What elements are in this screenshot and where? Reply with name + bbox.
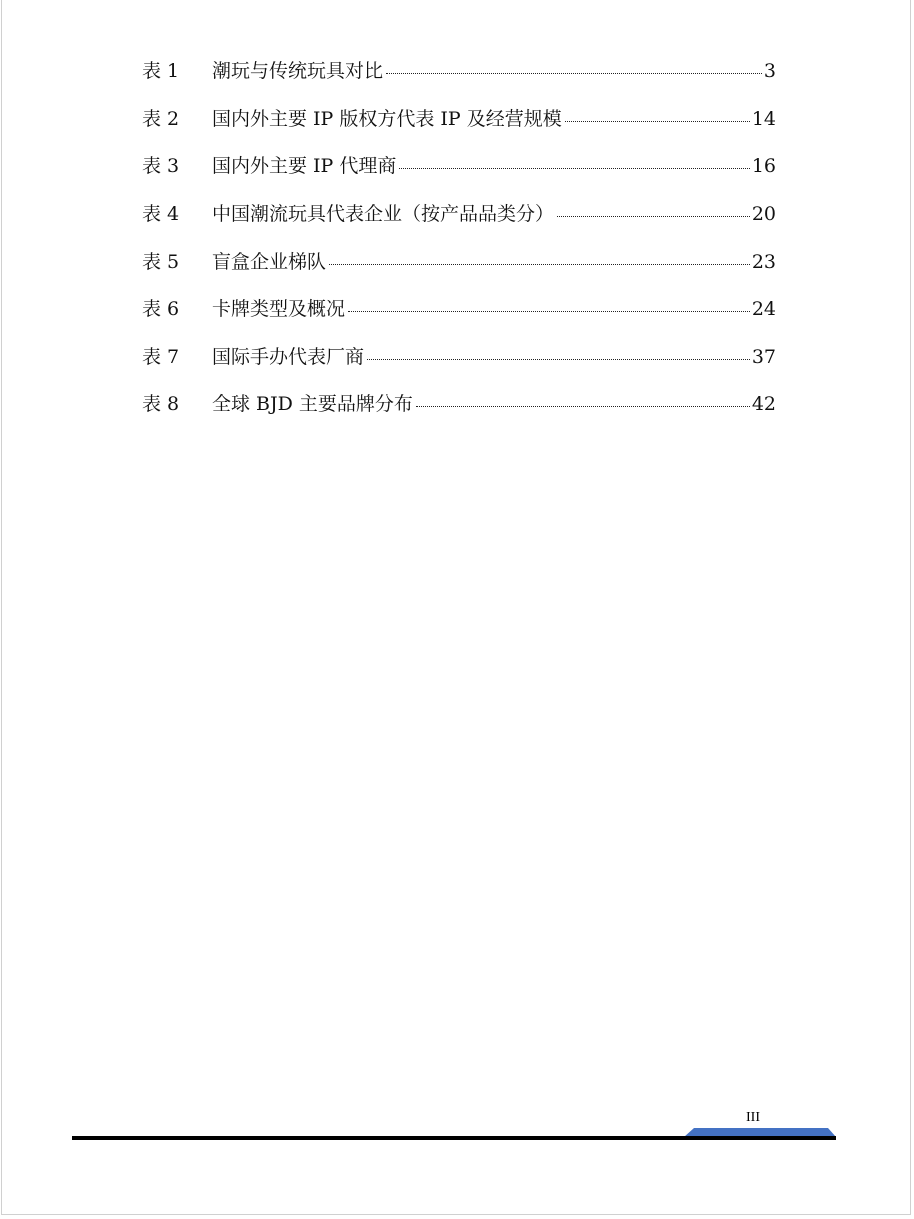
toc-entry[interactable] bbox=[142, 48, 776, 96]
toc-entry[interactable] bbox=[142, 238, 776, 286]
toc-leader-dots bbox=[367, 359, 750, 360]
toc-entry-page: 23 bbox=[751, 250, 776, 273]
toc-entry-label: 表 8 bbox=[142, 393, 180, 416]
toc-entry-label: 表 1 bbox=[142, 60, 180, 83]
page-number: III bbox=[746, 1110, 760, 1125]
toc-entry[interactable] bbox=[142, 143, 776, 191]
toc-leader-dots bbox=[399, 168, 749, 169]
footer-rule bbox=[72, 1136, 836, 1140]
toc-entry[interactable] bbox=[142, 191, 776, 239]
toc-entry-title: 国内外主要 IP 版权方代表 IP 及经营规模 bbox=[212, 107, 562, 130]
toc-entry-title: 盲盒企业梯队 bbox=[212, 250, 327, 273]
toc-entry-page: 14 bbox=[751, 107, 776, 130]
toc-entry-title: 中国潮流玩具代表企业（按产品品类分） bbox=[212, 203, 555, 226]
toc-entry-label: 表 2 bbox=[142, 107, 180, 130]
toc-entry-page: 42 bbox=[751, 393, 776, 416]
toc-entry-label: 表 5 bbox=[142, 250, 180, 273]
toc-entry-label: 表 7 bbox=[142, 345, 180, 368]
toc-leader-dots bbox=[565, 121, 750, 122]
toc-entry[interactable] bbox=[142, 334, 776, 382]
toc-entry-page: 24 bbox=[751, 298, 776, 321]
toc-entry-page: 16 bbox=[751, 155, 776, 178]
toc-entry-label: 表 4 bbox=[142, 203, 180, 226]
toc-entry-title: 国内外主要 IP 代理商 bbox=[212, 155, 397, 178]
toc-leader-dots bbox=[329, 264, 750, 265]
toc-entry-title: 潮玩与传统玩具对比 bbox=[212, 60, 384, 83]
document-page bbox=[1, 0, 911, 1215]
toc-leader-dots bbox=[348, 311, 750, 312]
toc-entry-page: 3 bbox=[763, 60, 776, 83]
toc-entry-page: 37 bbox=[751, 345, 776, 368]
toc-entry-title: 国际手办代表厂商 bbox=[212, 345, 365, 368]
toc-leader-dots bbox=[557, 216, 750, 217]
toc-entry-title: 全球 BJD 主要品牌分布 bbox=[212, 393, 413, 416]
toc-entry[interactable] bbox=[142, 286, 776, 334]
toc-entry-label: 表 6 bbox=[142, 298, 180, 321]
table-of-figures bbox=[142, 48, 776, 429]
toc-entry[interactable] bbox=[142, 381, 776, 429]
toc-entry-label: 表 3 bbox=[142, 155, 180, 178]
toc-entry-page: 20 bbox=[751, 203, 776, 226]
toc-entry-title: 卡牌类型及概况 bbox=[212, 298, 346, 321]
toc-entry[interactable] bbox=[142, 96, 776, 144]
toc-leader-dots bbox=[416, 406, 750, 407]
toc-leader-dots bbox=[386, 73, 762, 74]
